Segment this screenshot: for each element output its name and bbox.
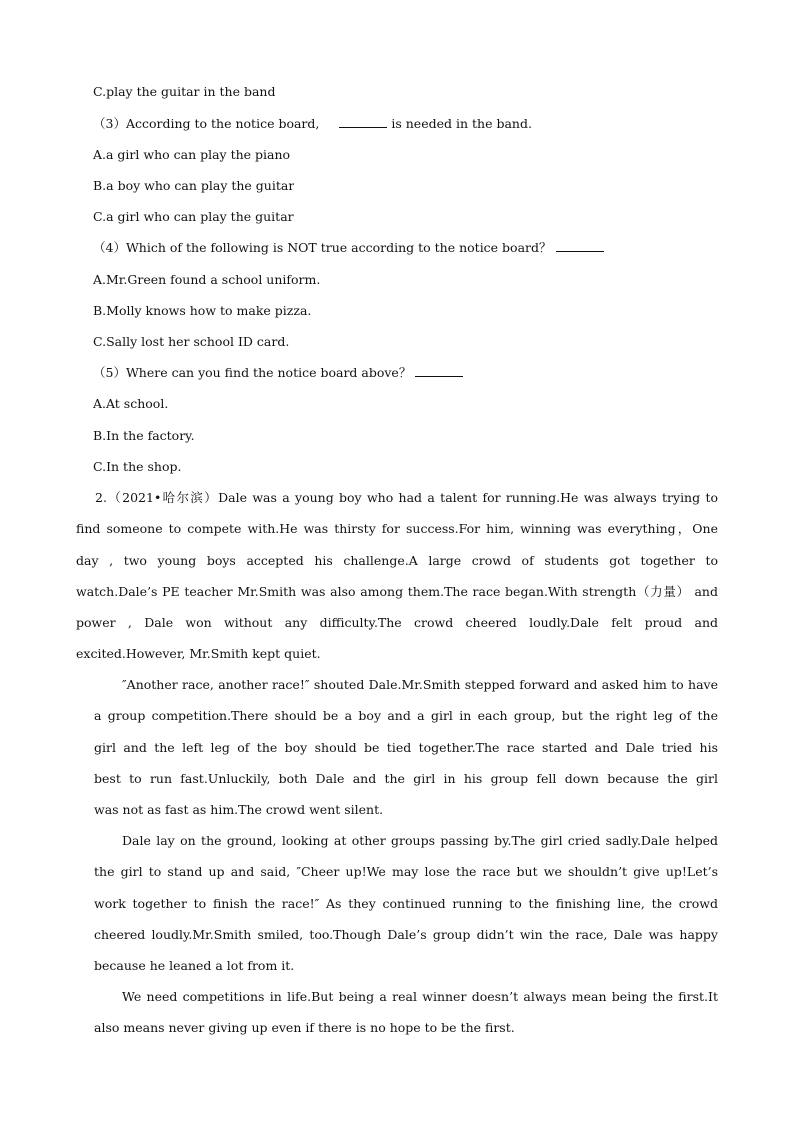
- q5-answer-blank[interactable]: [415, 365, 463, 377]
- q5-stem-text: （5）Where can you find the notice board above？: [93, 365, 412, 380]
- q5-option-b: B.In the factory.: [93, 428, 195, 443]
- passage2-intro-line: excited.However, Mr.Smith kept quiet.: [76, 646, 321, 661]
- q1-option-c: C.play the guitar in the band: [93, 84, 276, 99]
- q5-option-a: A.At school.: [93, 396, 169, 411]
- q4-option-c: C.Sally lost her school ID card.: [93, 334, 290, 349]
- passage2-para3-line: cheered loudly.Mr.Smith smiled, too.Though Dale’s group didn’t win the race, Dale was happy: [94, 927, 718, 942]
- q4-stem-text: （4）Which of the following is NOT true according to the notice board？: [93, 240, 552, 255]
- passage2-para3-line: Dale lay on the ground, looking at other groups passing by.The girl cried sadly.Dale helped: [122, 833, 718, 848]
- q3-option-a: A.a girl who can play the piano: [93, 147, 291, 162]
- q4-option-a: A.Mr.Green found a school uniform.: [93, 272, 321, 287]
- q3-stem: [93, 116, 532, 132]
- q4-option-b: B.Molly knows how to make pizza.: [93, 303, 312, 318]
- q3-answer-blank[interactable]: [339, 116, 387, 128]
- passage2-para3-line: the girl to stand up and said, ″Cheer up!We may lose the race but we shouldn’t give up!Let’s: [94, 864, 718, 879]
- passage2-para2-line: was not as fast as him.The crowd went silent.: [94, 802, 384, 817]
- passage2-para2-line: best to run fast.Unluckily, both Dale and the girl in his group fell down because the girl: [94, 771, 718, 786]
- passage2-para4-line: also means never giving up even if there is no hope to be the first.: [94, 1020, 515, 1035]
- passage2-intro-line: watch.Dale’s PE teacher Mr.Smith was also among them.The race began.With strength（力量） and: [76, 584, 718, 599]
- passage2-para2-line: ″Another race, another race!″ shouted Dale.Mr.Smith stepped forward and asked him to have: [122, 677, 718, 692]
- passage2-para3-line: work together to finish the race!″ As they continued running to the finishing line, the crowd: [94, 896, 718, 911]
- passage2-para3-line: because he leaned a lot from it.: [94, 958, 295, 973]
- q4-stem: [93, 240, 608, 256]
- passage2-para2-line: a group competition.There should be a boy and a girl in each group, but the right leg of the: [94, 708, 718, 723]
- q3-stem-after: is needed in the band.: [391, 116, 532, 131]
- q4-answer-blank[interactable]: [556, 240, 604, 252]
- q3-option-b: B.a boy who can play the guitar: [93, 178, 295, 193]
- q5-option-c: C.In the shop.: [93, 459, 182, 474]
- q5-stem: [93, 365, 467, 381]
- q3-option-c: C.a girl who can play the guitar: [93, 209, 294, 224]
- passage2-intro-line: 2.（2021•哈尔滨）Dale was a young boy who had a talent for running.He was always trying to: [95, 490, 718, 505]
- q3-stem-before: （3）According to the notice board,: [93, 116, 320, 131]
- passage2-para2-line: girl and the left leg of the boy should be tied together.The race started and Dale tried his: [94, 740, 718, 755]
- passage2-para4-line: We need competitions in life.But being a real winner doesn’t always mean being the first.It: [122, 989, 718, 1004]
- passage2-intro-line: find someone to compete with.He was thirsty for success.For him, winning was everything，One: [76, 521, 718, 536]
- passage2-intro-line: power , Dale won without any difficulty.The crowd cheered loudly.Dale felt proud and: [76, 615, 718, 630]
- passage2-intro-line: day , two young boys accepted his challenge.A large crowd of students got together to: [76, 553, 718, 568]
